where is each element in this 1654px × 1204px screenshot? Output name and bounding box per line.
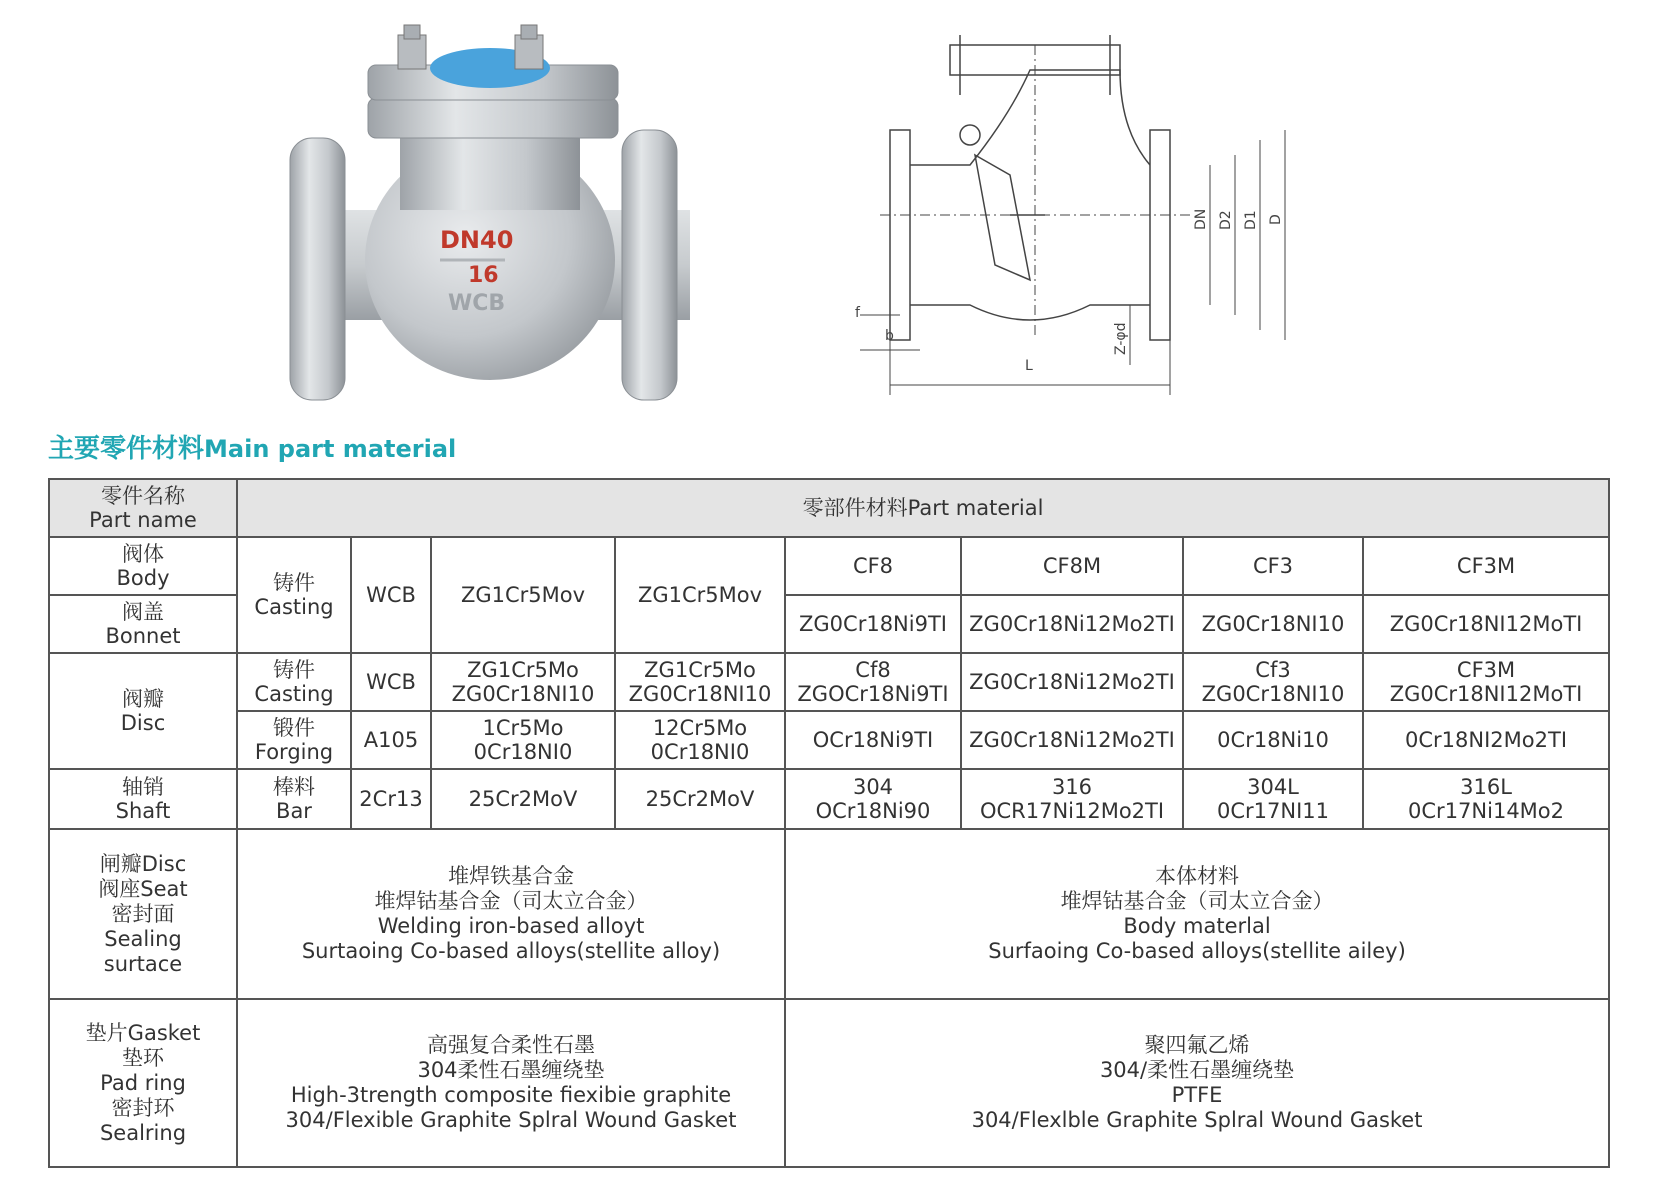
table-row-disc-casting (49, 653, 1609, 711)
header-part-name: 零件名称 Part name (49, 479, 237, 537)
cell: CF3M (1363, 537, 1609, 595)
table-row-gasket (49, 999, 1609, 1167)
cell: CF8 (785, 537, 961, 595)
cell: ZG1Cr5Mov (615, 537, 785, 653)
cell: CF3M ZG0Cr18NI12MoTI (1363, 653, 1609, 711)
cell: 25Cr2MoV (431, 769, 615, 829)
cell: ZG0Cr18NI10 (1183, 595, 1363, 653)
material-table (48, 478, 1610, 1168)
dim-d-label: D (1268, 214, 1284, 225)
cell: 25Cr2MoV (615, 769, 785, 829)
dim-l-label: L (1025, 358, 1033, 374)
cell: ZG0Cr18NI12MoTI (1363, 595, 1609, 653)
label-casting: 铸件 Casting (237, 537, 351, 653)
cell: ZG0Cr18Ni12Mo2TI (961, 595, 1183, 653)
gasket-left-cell: 高强复合柔性石墨 304柔性石墨缠绕垫 High-3trength composite fiexibie graphite 304/Flexible Graphite Splral Wound Gasket (237, 999, 785, 1167)
cell: 1Cr5Mo 0Cr18NI0 (431, 711, 615, 769)
cell: 0Cr18Ni10 (1183, 711, 1363, 769)
label-shaft-bar: 棒料 Bar (237, 769, 351, 829)
cell: 0Cr18NI2Mo2TI (1363, 711, 1609, 769)
header-part-material: 零部件材料Part material (237, 479, 1609, 537)
dim-dn-label: DN (1193, 208, 1209, 230)
label-sealing: 闸瓣Disc 阀座Seat 密封面 Sealing surtace (49, 829, 237, 999)
valve-section-drawing (855, 35, 1370, 425)
cell: 304L 0Cr17NI11 (1183, 769, 1363, 829)
cell: CF3 (1183, 537, 1363, 595)
table-row-shaft (49, 769, 1609, 829)
cell: ZG1Cr5Mov (431, 537, 615, 653)
label-body: 阀体 Body (49, 537, 237, 595)
section-title-cn: 主要零件材料 (48, 434, 205, 464)
cell: 316 OCR17Ni12Mo2TI (961, 769, 1183, 829)
label-disc: 阀瓣 Disc (49, 653, 237, 769)
cell: 12Cr5Mo 0Cr18NI0 (615, 711, 785, 769)
cell: ZG1Cr5Mo ZG0Cr18NI10 (431, 653, 615, 711)
cell: ZG0Cr18Ni12Mo2TI (961, 711, 1183, 769)
cell: 304 OCr18Ni90 (785, 769, 961, 829)
cell: Cf3 ZG0Cr18NI10 (1183, 653, 1363, 711)
cell: WCB (351, 537, 431, 653)
label-bonnet: 阀盖 Bonnet (49, 595, 237, 653)
table-row-disc-forging (49, 711, 1609, 769)
label-disc-forging: 锻件 Forging (237, 711, 351, 769)
marking-size: DN40 (440, 226, 514, 254)
cell: CF8M (961, 537, 1183, 595)
label-shaft: 轴销 Shaft (49, 769, 237, 829)
marking-pressure: 16 (468, 263, 499, 288)
cell: Cf8 ZGOCr18Ni9TI (785, 653, 961, 711)
table-row-sealing (49, 829, 1609, 999)
gasket-right-cell: 聚四氟乙烯 304/柔性石墨缠绕垫 PTFE 304/Flexlble Graphite Splral Wound Gasket (785, 999, 1609, 1167)
dim-zd-label: Z-φd (1113, 322, 1129, 355)
cell: ZG0Cr18Ni9TI (785, 595, 961, 653)
table-header-row (49, 479, 1609, 537)
dim-f-label: f (855, 305, 860, 321)
cell: 2Cr13 (351, 769, 431, 829)
section-title (48, 428, 456, 465)
label-disc-casting: 铸件 Casting (237, 653, 351, 711)
sealing-left-cell: 堆焊铁基合金 堆焊钴基合金（司太立合金） Welding iron-based alloyt Surtaoing Co-based alloys(stellite alloy) (237, 829, 785, 999)
dim-d1-label: D1 (1243, 210, 1259, 230)
section-title-en: Main part material (204, 435, 457, 463)
cell: ZG0Cr18Ni12Mo2TI (961, 653, 1183, 711)
cell: WCB (351, 653, 431, 711)
dim-d2-label: D2 (1218, 210, 1234, 230)
table-row-body (49, 537, 1609, 595)
valve-photo (290, 20, 710, 410)
cell: ZG1Cr5Mo ZG0Cr18NI10 (615, 653, 785, 711)
marking-material: WCB (448, 291, 506, 316)
cell: 316L 0Cr17Ni14Mo2 (1363, 769, 1609, 829)
cell: OCr18Ni9TI (785, 711, 961, 769)
cell: A105 (351, 711, 431, 769)
label-gasket: 垫片Gasket 垫环 Pad ring 密封环 Sealring (49, 999, 237, 1167)
dim-b-label: b (885, 328, 894, 344)
sealing-right-cell: 本体材料 堆焊钴基合金（司太立合金） Body materlal Surfaoing Co-based alloys(stellite ailey) (785, 829, 1609, 999)
